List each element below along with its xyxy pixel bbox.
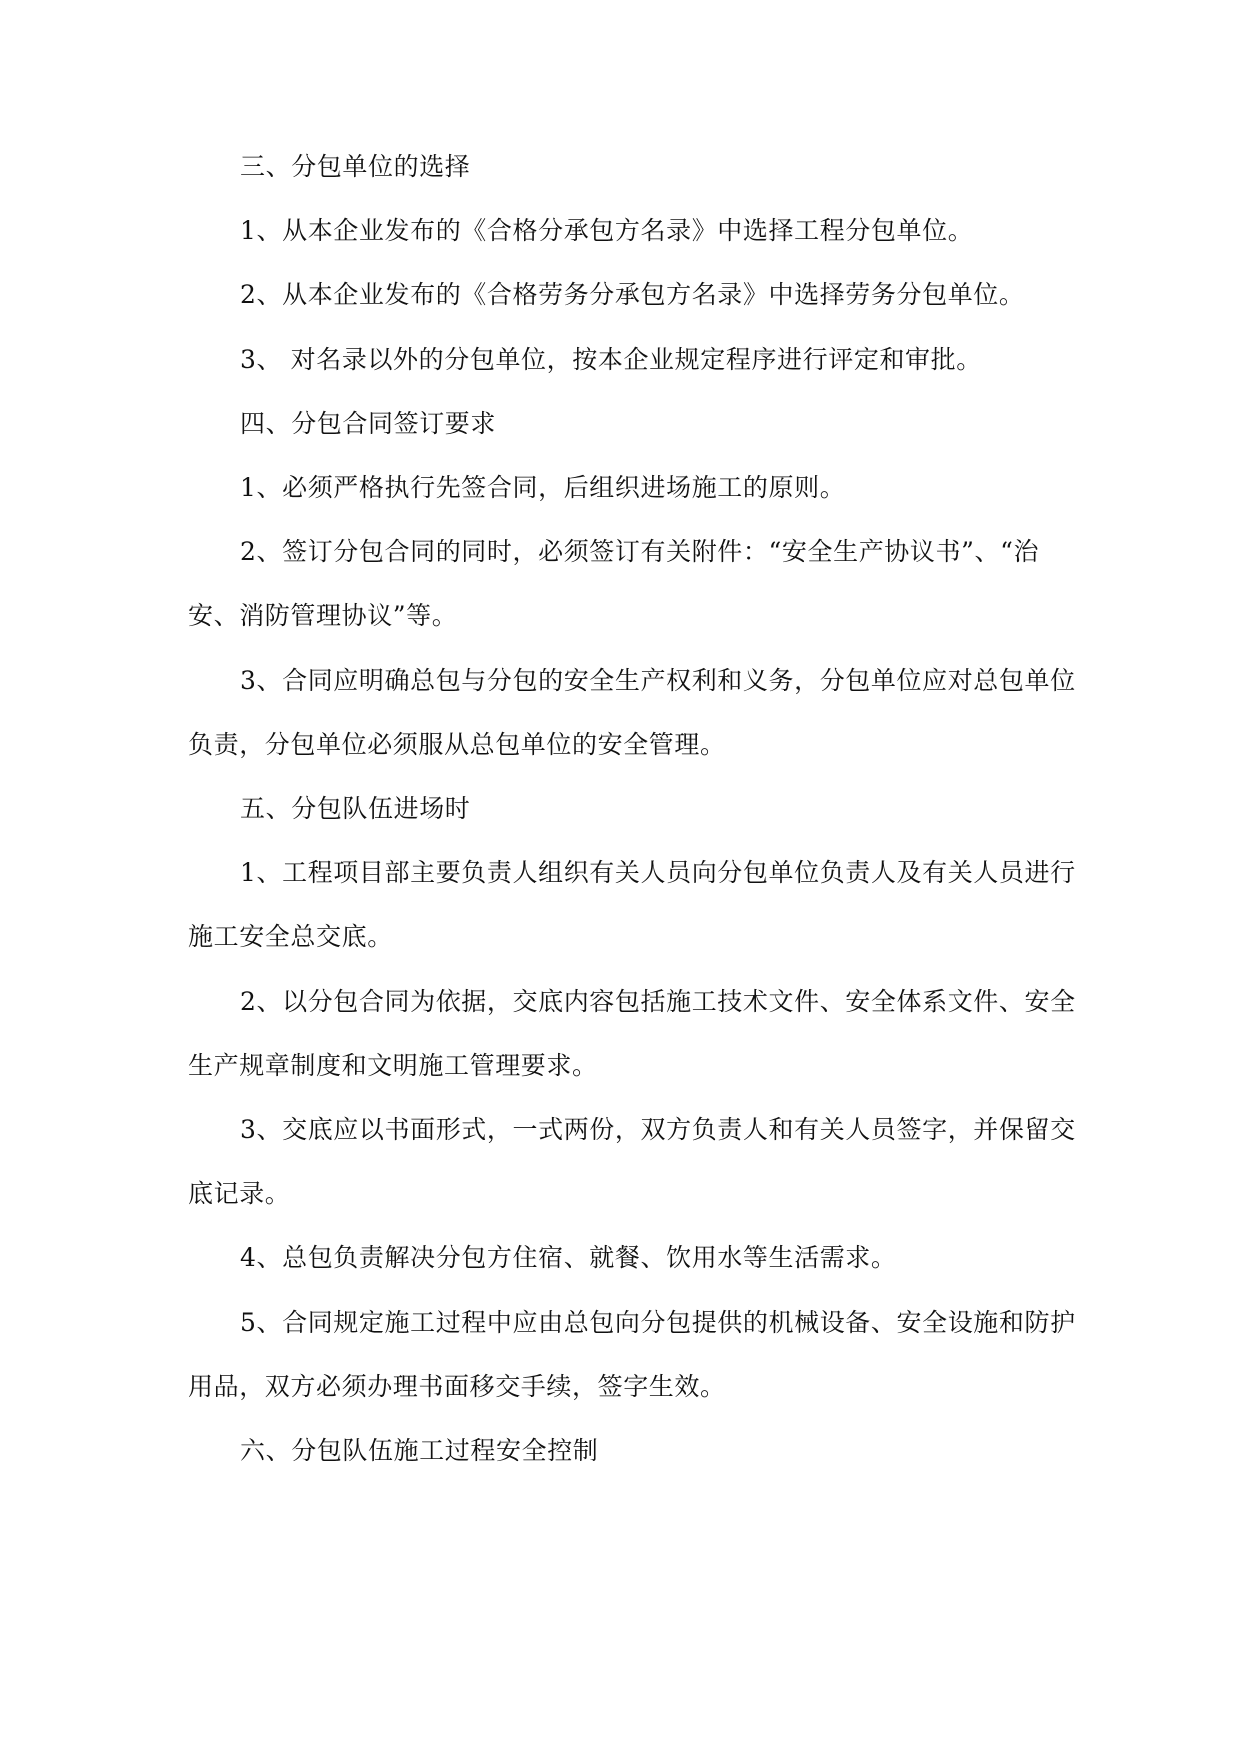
- section-heading-6: 六、分包队伍施工过程安全控制: [240, 1436, 599, 1465]
- paragraph-line: 2、签订分包合同的同时，必须签订有关附件：“安全生产协议书”、“治: [240, 537, 1040, 566]
- paragraph-line: 3、 对名录以外的分包单位，按本企业规定程序进行评定和审批。: [240, 345, 982, 374]
- paragraph-line: 1、从本企业发布的《合格分承包方名录》中选择工程分包单位。: [240, 216, 974, 245]
- paragraph-line: 5、合同规定施工过程中应由总包向分包提供的机械设备、安全设施和防护: [240, 1308, 1076, 1337]
- paragraph-line: 安、消防管理协议”等。: [188, 601, 458, 630]
- section-heading-3: 三、分包单位的选择: [240, 152, 471, 181]
- paragraph-line: 4、总包负责解决分包方住宿、就餐、饮用水等生活需求。: [240, 1243, 897, 1272]
- paragraph-line: 1、必须严格执行先签合同，后组织进场施工的原则。: [240, 473, 846, 502]
- section-heading-5: 五、分包队伍进场时: [240, 794, 471, 823]
- paragraph-line: 2、从本企业发布的《合格劳务分承包方名录》中选择劳务分包单位。: [240, 280, 1025, 309]
- paragraph-line: 2、以分包合同为依据，交底内容包括施工技术文件、安全体系文件、安全: [240, 987, 1076, 1016]
- paragraph-line: 3、合同应明确总包与分包的安全生产权利和义务，分包单位应对总包单位: [240, 666, 1076, 695]
- paragraph-line: 负责，分包单位必须服从总包单位的安全管理。: [188, 730, 726, 759]
- paragraph-line: 施工安全总交底。: [188, 922, 393, 951]
- paragraph-line: 用品，双方必须办理书面移交手续，签字生效。: [188, 1372, 726, 1401]
- paragraph-line: 生产规章制度和文明施工管理要求。: [188, 1051, 598, 1080]
- paragraph-line: 底记录。: [188, 1179, 291, 1208]
- section-heading-4: 四、分包合同签订要求: [240, 409, 497, 438]
- paragraph-line: 1、工程项目部主要负责人组织有关人员向分包单位负责人及有关人员进行: [240, 858, 1076, 887]
- paragraph-line: 3、交底应以书面形式，一式两份，双方负责人和有关人员签字，并保留交: [240, 1115, 1076, 1144]
